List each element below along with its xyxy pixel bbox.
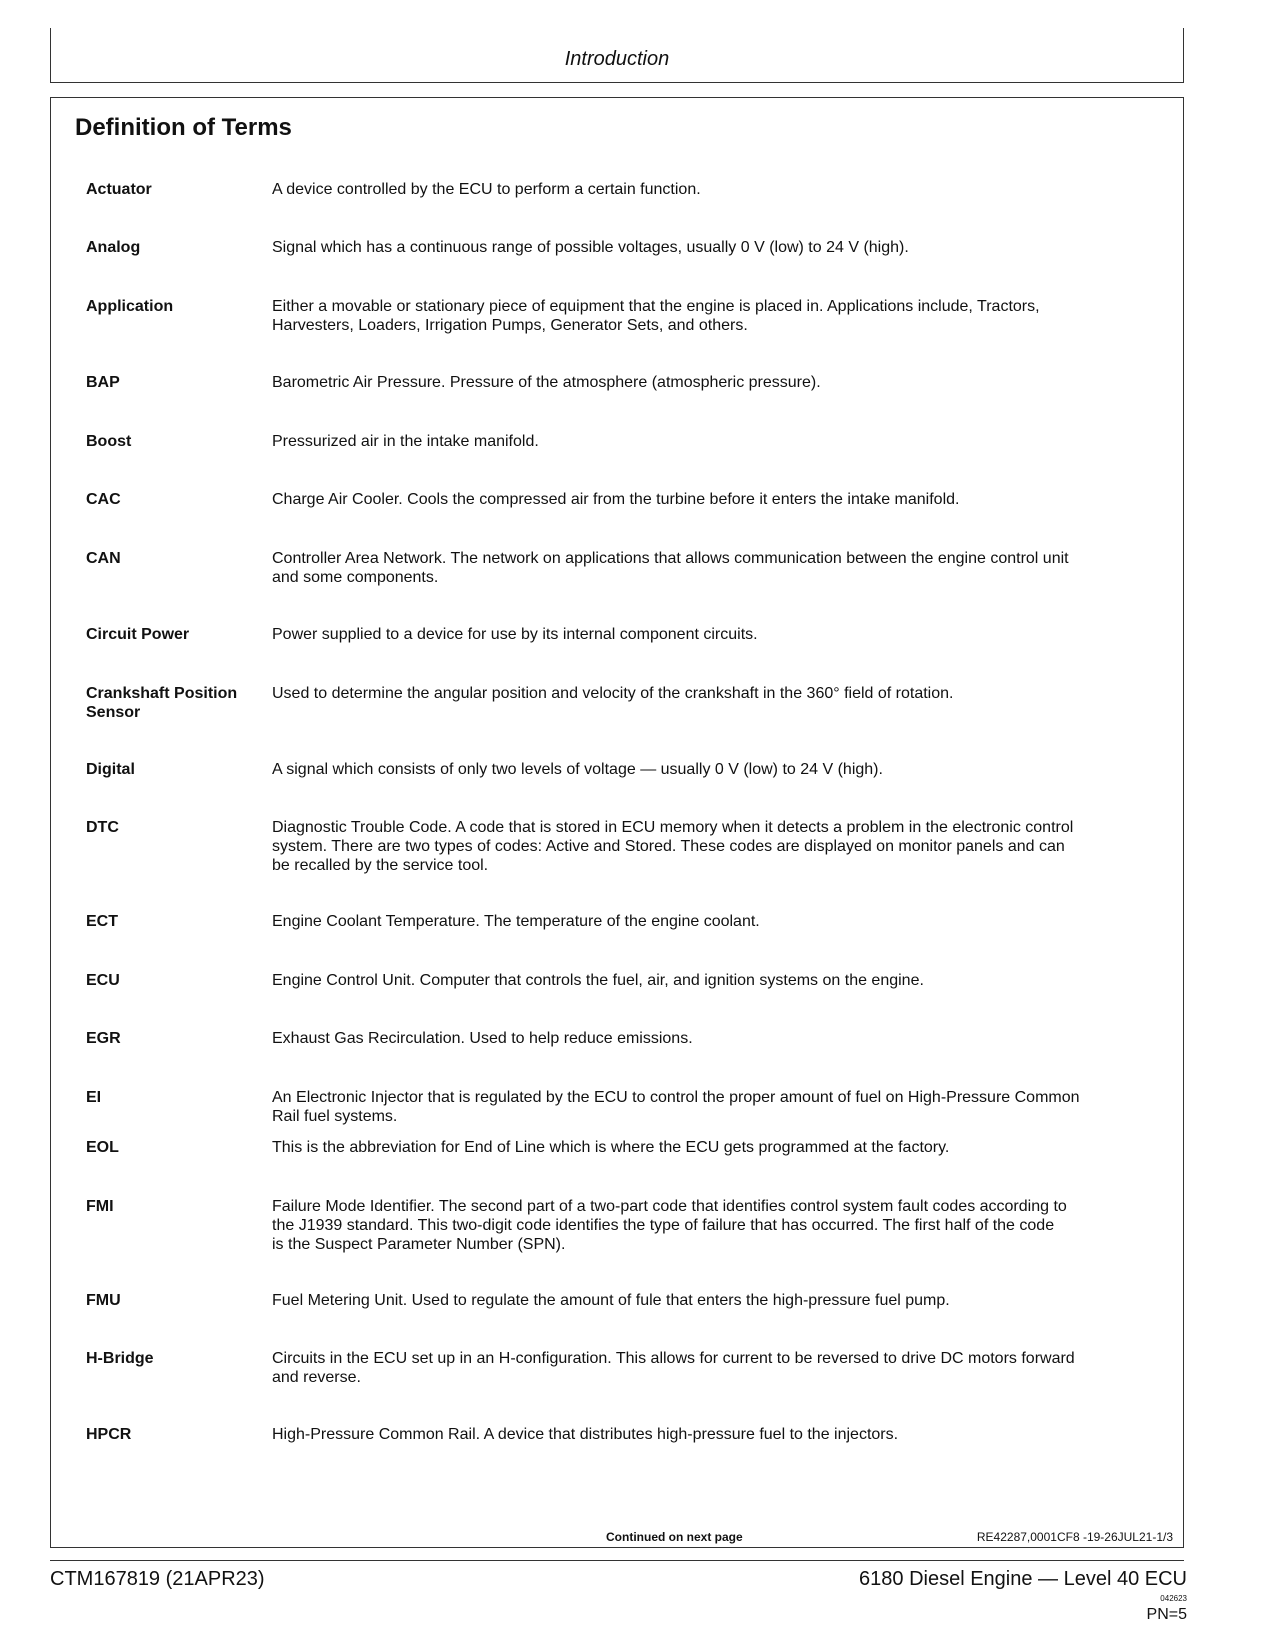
- section-title: Definition of Terms: [75, 114, 292, 141]
- term-definition: A device controlled by the ECU to perform a certain function.: [272, 181, 701, 198]
- term-definition: Either a movable or stationary piece of equipment that the engine is placed in. Applications include, Tractors, Harvesters, Loaders, Irrigation Pumps, Generator Sets, and others.: [272, 298, 1040, 334]
- term-definition: Fuel Metering Unit. Used to regulate the amount of fule that enters the high-pressure fuel pump.: [272, 1292, 950, 1309]
- page-number: PN=5: [1146, 1606, 1187, 1623]
- term-definition: Barometric Air Pressure. Pressure of the atmosphere (atmospheric pressure).: [272, 374, 821, 391]
- term-definition: Used to determine the angular position and velocity of the crankshaft in the 360° field of rotation.: [272, 685, 954, 702]
- term-definition: Engine Control Unit. Computer that controls the fuel, air, and ignition systems on the engine.: [272, 972, 924, 989]
- page-header: [50, 28, 1184, 83]
- footer-divider: [50, 1560, 1184, 1561]
- term-label: EGR: [86, 1030, 121, 1047]
- reference-code: RE42287,0001CF8 -19-26JUL21-1/3: [976, 1530, 1173, 1544]
- term-label: EI: [86, 1089, 102, 1106]
- document-id: CTM167819 (21APR23): [50, 1568, 265, 1590]
- term-label: EOL: [86, 1139, 119, 1156]
- term-label: FMI: [86, 1198, 114, 1215]
- term-definition: Charge Air Cooler. Cools the compressed air from the turbine before it enters the intake manifold.: [272, 491, 960, 508]
- manual-title: 6180 Diesel Engine — Level 40 ECU: [859, 1568, 1187, 1590]
- term-label: Application: [86, 298, 174, 315]
- term-definition: Engine Coolant Temperature. The temperature of the engine coolant.: [272, 913, 760, 930]
- term-definition: Signal which has a continuous range of possible voltages, usually 0 V (low) to 24 V (high).: [272, 239, 909, 256]
- term-definition: Power supplied to a device for use by its internal component circuits.: [272, 626, 758, 643]
- term-definition: Controller Area Network. The network on applications that allows communication between the engine control unit and some components.: [272, 550, 1069, 586]
- term-label: Digital: [86, 761, 135, 778]
- term-label: DTC: [86, 819, 119, 836]
- term-definition: A signal which consists of only two levels of voltage — usually 0 V (low) to 24 V (high).: [272, 761, 883, 778]
- term-definition: Diagnostic Trouble Code. A code that is stored in ECU memory when it detects a problem in the electronic control system. There are two types of codes: Active and Stored. These codes are displayed on monitor panels and can be recalled by the service tool.: [272, 819, 1074, 874]
- term-label: CAN: [86, 550, 121, 567]
- term-definition: Pressurized air in the intake manifold.: [272, 433, 539, 450]
- term-label: Crankshaft Position Sensor: [86, 685, 238, 721]
- term-definition: Circuits in the ECU set up in an H-configuration. This allows for current to be reversed to drive DC motors forward and reverse.: [272, 1350, 1075, 1386]
- continued-notice: Continued on next page: [606, 1530, 743, 1544]
- term-definition: Failure Mode Identifier. The second part of a two-part code that identifies control system fault codes according to the J1939 standard. This two-digit code identifies the type of failure that has occurred. The first half of the code is the Suspect Parameter Number (SPN).: [272, 1198, 1067, 1253]
- term-label: ECT: [86, 913, 118, 930]
- term-label: HPCR: [86, 1426, 132, 1443]
- footer-code: 042623: [1160, 1594, 1187, 1603]
- term-definition: An Electronic Injector that is regulated by the ECU to control the proper amount of fuel on High-Pressure Common Rail fuel systems.: [272, 1089, 1080, 1125]
- term-label: BAP: [86, 374, 120, 391]
- term-label: Actuator: [86, 181, 152, 198]
- header-title: Introduction: [564, 48, 670, 70]
- definition-section: [50, 97, 1184, 1548]
- term-label: CAC: [86, 491, 121, 508]
- term-label: Circuit Power: [86, 626, 190, 643]
- term-definition: High-Pressure Common Rail. A device that distributes high-pressure fuel to the injectors.: [272, 1426, 899, 1443]
- term-label: H-Bridge: [86, 1350, 154, 1367]
- term-label: ECU: [86, 972, 120, 989]
- term-definition: This is the abbreviation for End of Line which is where the ECU gets programmed at the factory.: [272, 1139, 950, 1156]
- term-label: FMU: [86, 1292, 121, 1309]
- term-label: Boost: [86, 433, 132, 450]
- term-definition: Exhaust Gas Recirculation. Used to help reduce emissions.: [272, 1030, 693, 1047]
- term-label: Analog: [86, 239, 141, 256]
